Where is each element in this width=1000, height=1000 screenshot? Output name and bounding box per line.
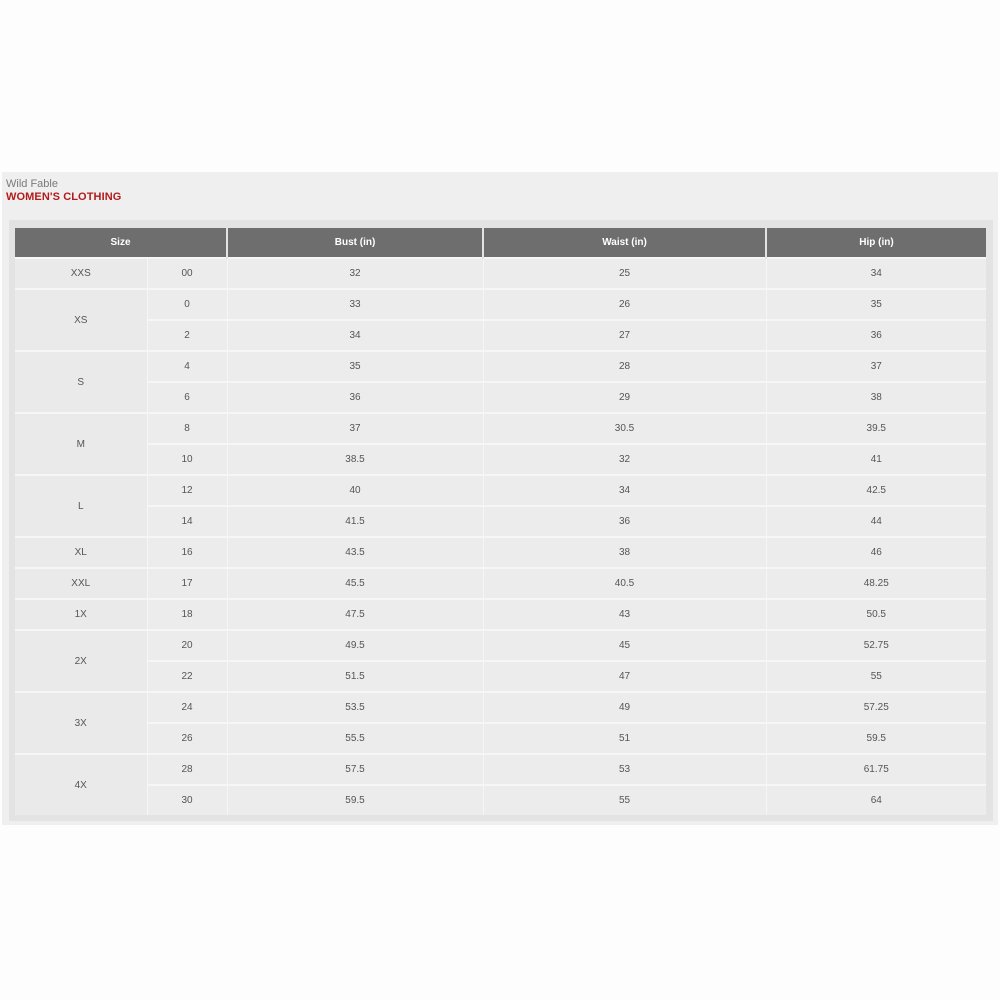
bust-cell: 32 — [227, 258, 483, 289]
numeric-size-cell: 00 — [147, 258, 227, 289]
table-row — [15, 382, 986, 413]
waist-cell: 45 — [483, 630, 766, 661]
numeric-size-cell: 17 — [147, 568, 227, 599]
hip-cell: 57.25 — [766, 692, 986, 723]
numeric-size-cell: 10 — [147, 444, 227, 475]
bust-cell: 35 — [227, 351, 483, 382]
waist-cell: 30.5 — [483, 413, 766, 444]
size-label-cell: L — [15, 475, 147, 537]
table-row — [15, 413, 986, 444]
size-label-cell: XXL — [15, 568, 147, 599]
numeric-size-cell: 4 — [147, 351, 227, 382]
table-row — [15, 692, 986, 723]
bust-cell: 36 — [227, 382, 483, 413]
size-label-cell: 2X — [15, 630, 147, 692]
waist-cell: 53 — [483, 754, 766, 785]
size-label-cell: 3X — [15, 692, 147, 754]
table-row — [15, 568, 986, 599]
section-title: WOMEN'S CLOTHING — [6, 191, 122, 203]
hip-cell: 35 — [766, 289, 986, 320]
numeric-size-cell: 0 — [147, 289, 227, 320]
bust-cell: 59.5 — [227, 785, 483, 815]
table-row — [15, 258, 986, 289]
numeric-size-cell: 26 — [147, 723, 227, 754]
numeric-size-cell: 24 — [147, 692, 227, 723]
bust-cell: 53.5 — [227, 692, 483, 723]
table-row — [15, 475, 986, 506]
table-body — [15, 258, 986, 815]
numeric-size-cell: 14 — [147, 506, 227, 537]
numeric-size-cell: 8 — [147, 413, 227, 444]
column-header-bust: Bust (in) — [227, 228, 483, 258]
numeric-size-cell: 6 — [147, 382, 227, 413]
hip-cell: 61.75 — [766, 754, 986, 785]
waist-cell: 27 — [483, 320, 766, 351]
numeric-size-cell: 12 — [147, 475, 227, 506]
waist-cell: 26 — [483, 289, 766, 320]
bust-cell: 47.5 — [227, 599, 483, 630]
table-row — [15, 661, 986, 692]
brand-name: Wild Fable — [6, 178, 58, 190]
waist-cell: 36 — [483, 506, 766, 537]
table-row — [15, 754, 986, 785]
numeric-size-cell: 28 — [147, 754, 227, 785]
bust-cell: 57.5 — [227, 754, 483, 785]
hip-cell: 59.5 — [766, 723, 986, 754]
table-row — [15, 506, 986, 537]
size-label-cell: XS — [15, 289, 147, 351]
numeric-size-cell: 20 — [147, 630, 227, 661]
waist-cell: 43 — [483, 599, 766, 630]
table-row — [15, 320, 986, 351]
waist-cell: 28 — [483, 351, 766, 382]
size-table-container — [9, 220, 993, 821]
numeric-size-cell: 22 — [147, 661, 227, 692]
bust-cell: 49.5 — [227, 630, 483, 661]
hip-cell: 38 — [766, 382, 986, 413]
size-table — [15, 228, 986, 815]
column-header-size: Size — [15, 228, 227, 258]
bust-cell: 33 — [227, 289, 483, 320]
table-row — [15, 351, 986, 382]
table-row — [15, 630, 986, 661]
table-row — [15, 289, 986, 320]
table-row — [15, 599, 986, 630]
hip-cell: 34 — [766, 258, 986, 289]
hip-cell: 44 — [766, 506, 986, 537]
hip-cell: 52.75 — [766, 630, 986, 661]
waist-cell: 25 — [483, 258, 766, 289]
column-header-hip: Hip (in) — [766, 228, 986, 258]
bust-cell: 34 — [227, 320, 483, 351]
size-label-cell: M — [15, 413, 147, 475]
waist-cell: 55 — [483, 785, 766, 815]
numeric-size-cell: 16 — [147, 537, 227, 568]
bust-cell: 55.5 — [227, 723, 483, 754]
hip-cell: 48.25 — [766, 568, 986, 599]
hip-cell: 36 — [766, 320, 986, 351]
bust-cell: 45.5 — [227, 568, 483, 599]
numeric-size-cell: 30 — [147, 785, 227, 815]
table-row — [15, 785, 986, 815]
hip-cell: 41 — [766, 444, 986, 475]
table-header-row — [15, 228, 986, 258]
column-header-waist: Waist (in) — [483, 228, 766, 258]
size-label-cell: 1X — [15, 599, 147, 630]
hip-cell: 50.5 — [766, 599, 986, 630]
waist-cell: 38 — [483, 537, 766, 568]
bust-cell: 41.5 — [227, 506, 483, 537]
waist-cell: 47 — [483, 661, 766, 692]
hip-cell: 64 — [766, 785, 986, 815]
bust-cell: 43.5 — [227, 537, 483, 568]
hip-cell: 39.5 — [766, 413, 986, 444]
waist-cell: 32 — [483, 444, 766, 475]
hip-cell: 37 — [766, 351, 986, 382]
hip-cell: 42.5 — [766, 475, 986, 506]
waist-cell: 34 — [483, 475, 766, 506]
bust-cell: 37 — [227, 413, 483, 444]
hip-cell: 46 — [766, 537, 986, 568]
numeric-size-cell: 2 — [147, 320, 227, 351]
bust-cell: 38.5 — [227, 444, 483, 475]
waist-cell: 51 — [483, 723, 766, 754]
numeric-size-cell: 18 — [147, 599, 227, 630]
bust-cell: 51.5 — [227, 661, 483, 692]
waist-cell: 29 — [483, 382, 766, 413]
size-label-cell: S — [15, 351, 147, 413]
waist-cell: 40.5 — [483, 568, 766, 599]
size-label-cell: XXS — [15, 258, 147, 289]
size-label-cell: 4X — [15, 754, 147, 815]
table-row — [15, 723, 986, 754]
hip-cell: 55 — [766, 661, 986, 692]
table-row — [15, 537, 986, 568]
bust-cell: 40 — [227, 475, 483, 506]
size-label-cell: XL — [15, 537, 147, 568]
waist-cell: 49 — [483, 692, 766, 723]
table-row — [15, 444, 986, 475]
